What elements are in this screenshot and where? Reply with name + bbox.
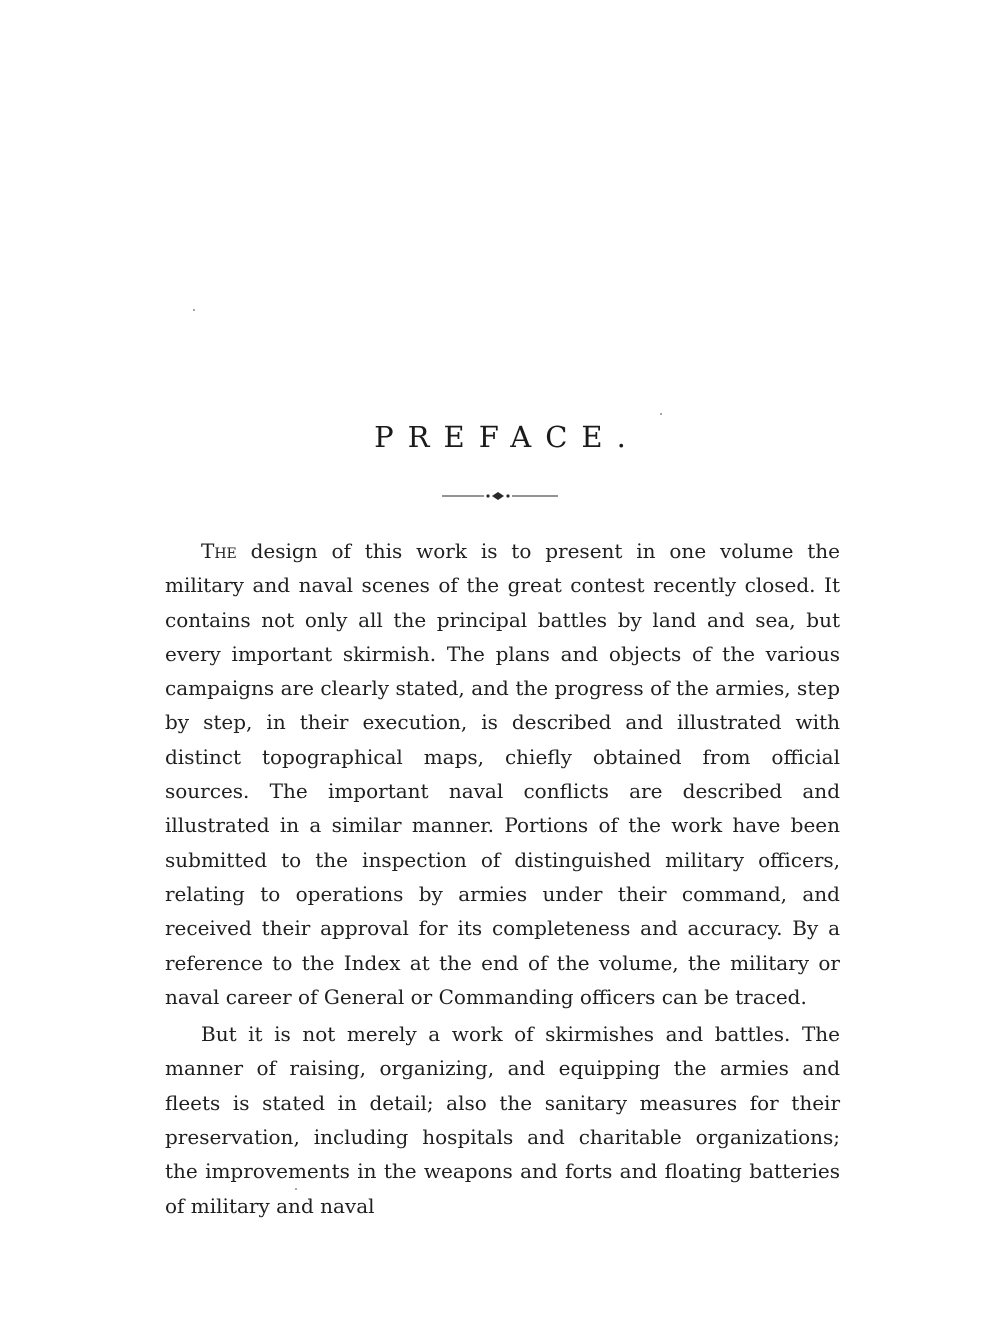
- paragraph-1-text: design of this work is to present in one volume the military and naval scenes of the great contest recently closed. It contains not only all the principal battles by land and sea, but every important skirmish. The plans and objects of the various campaigns are clearly stated, and the progress of the armies, step by step, in their execution, is described and illustrated with distinct topographical maps, chiefly obtained from official sources. The important naval conflicts are described and illustrated in a similar manner. Portions of the work have been submitted to the inspection of distinguished military officers, relating to operations by armies under their command, and received their approval for its completeness and accuracy. By a reference to the Index at the end of the volume, the military or naval career of General or Commanding officers can be traced.: [165, 539, 840, 1009]
- print-speck: [193, 309, 195, 311]
- print-speck: [295, 1188, 297, 1190]
- print-speck: [660, 413, 662, 415]
- ornament-divider: [440, 486, 560, 506]
- paragraph-lead-word: The: [201, 539, 237, 563]
- paragraph-2-text: But it is not merely a work of skirmishes and battles. The manner of raising, organizing, and equipping the armies and fleets is stated in detail; also the sanitary measures for their preservation, including hospitals and charitable organizations; the improvements in the weapons and forts and floating batteries of military and naval: [165, 1022, 840, 1218]
- paragraph-2: [165, 1017, 840, 1223]
- page-title: PREFACE.: [374, 420, 640, 454]
- preface-body: [165, 534, 840, 1226]
- paragraph-1: [165, 534, 840, 1014]
